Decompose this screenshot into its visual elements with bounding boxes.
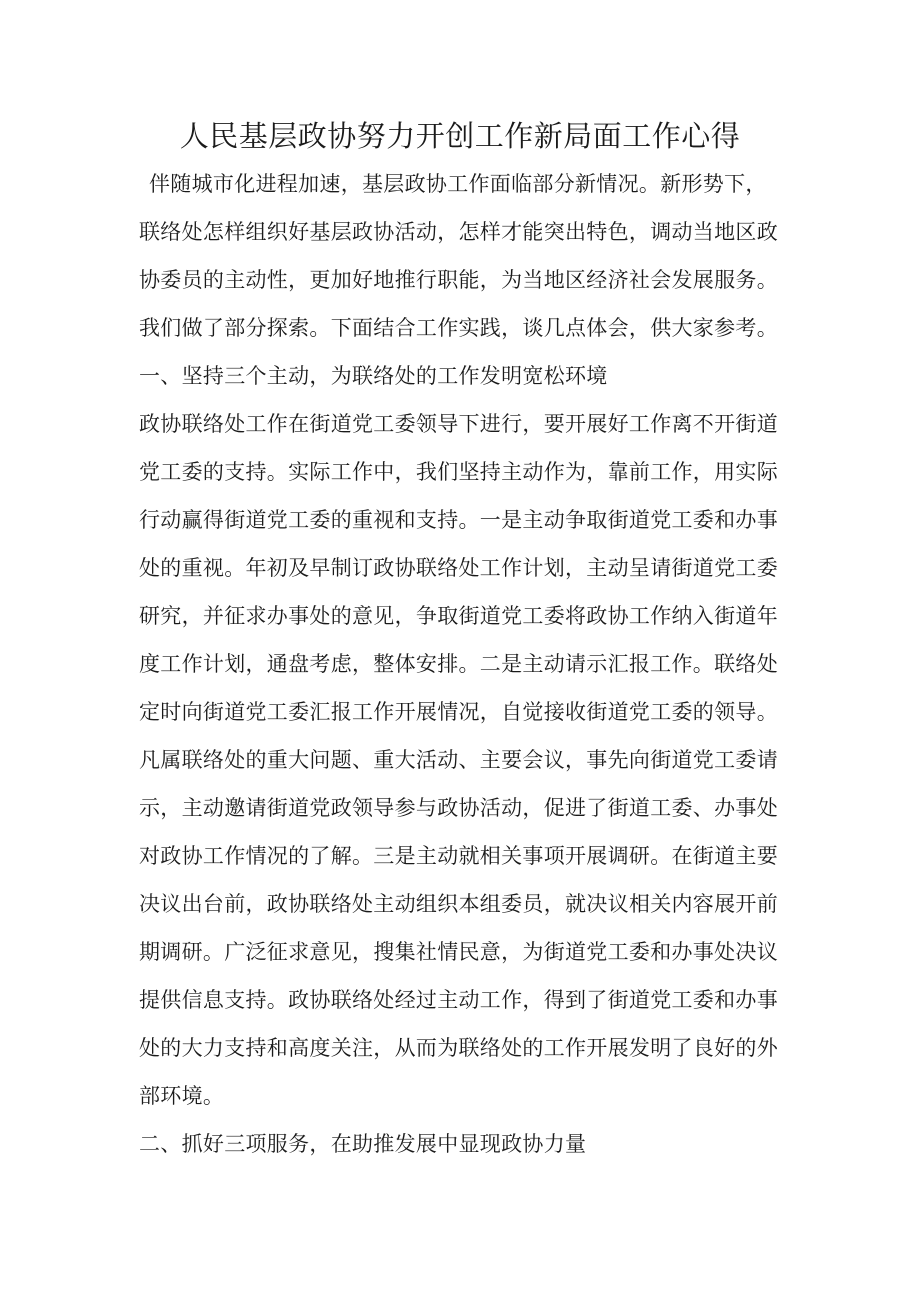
text-line: 定时向街道党工委汇报工作开展情况，自觉接收街道党工委的领导。 bbox=[139, 700, 778, 724]
text-line: 协委员的主动性，更加好地推行职能，为当地区经济社会发展服务。 bbox=[139, 268, 778, 292]
text-line: 凡属联络处的重大问题、重大活动、主要会议，事先向街道党工委请 bbox=[139, 748, 778, 772]
document-title: 人民基层政协努力开创工作新局面工作心得 bbox=[179, 119, 741, 153]
text-line: 提供信息支持。政协联络处经过主动工作，得到了街道党工委和办事 bbox=[139, 988, 778, 1012]
text-line: 示，主动邀请街道党政领导参与政协活动，促进了街道工委、办事处 bbox=[139, 796, 778, 820]
text-line: 部环境。 bbox=[139, 1084, 225, 1108]
text-line: 期调研。广泛征求意见，搜集社情民意，为街道党工委和办事处决议 bbox=[139, 940, 778, 964]
text-line: 处的大力支持和高度关注，从而为联络处的工作开展发明了良好的外 bbox=[139, 1036, 778, 1060]
text-line: 研究，并征求办事处的意见，争取街道党工委将政协工作纳入街道年 bbox=[139, 604, 778, 628]
text-line: 联络处怎样组织好基层政协活动，怎样才能突出特色，调动当地区政 bbox=[139, 220, 778, 244]
text-line: 我们做了部分探索。下面结合工作实践，谈几点体会，供大家参考。 bbox=[139, 316, 778, 340]
section-heading-2: 二、抓好三项服务，在助推发展中显现政协力量 bbox=[139, 1132, 587, 1156]
text-line: 行动赢得街道党工委的重视和支持。一是主动争取街道党工委和办事 bbox=[139, 508, 778, 532]
text-line: 对政协工作情况的了解。三是主动就相关事项开展调研。在街道主要 bbox=[139, 844, 778, 868]
section-heading-1: 一、坚持三个主动，为联络处的工作发明宽松环境 bbox=[139, 364, 608, 388]
document-body bbox=[139, 160, 799, 1168]
text-line: 处的重视。年初及早制订政协联络处工作计划，主动呈请街道党工委 bbox=[139, 556, 778, 580]
text-line: 决议出台前，政协联络处主动组织本组委员，就决议相关内容展开前 bbox=[139, 892, 778, 916]
text-line: 伴随城市化进程加速，基层政协工作面临部分新情况。新形势下， bbox=[149, 172, 767, 196]
text-line: 政协联络处工作在街道党工委领导下进行，要开展好工作离不开街道 bbox=[139, 412, 778, 436]
text-line: 党工委的支持。实际工作中，我们坚持主动作为，靠前工作，用实际 bbox=[139, 460, 778, 484]
text-line: 度工作计划，通盘考虑，整体安排。二是主动请示汇报工作。联络处 bbox=[139, 652, 778, 676]
